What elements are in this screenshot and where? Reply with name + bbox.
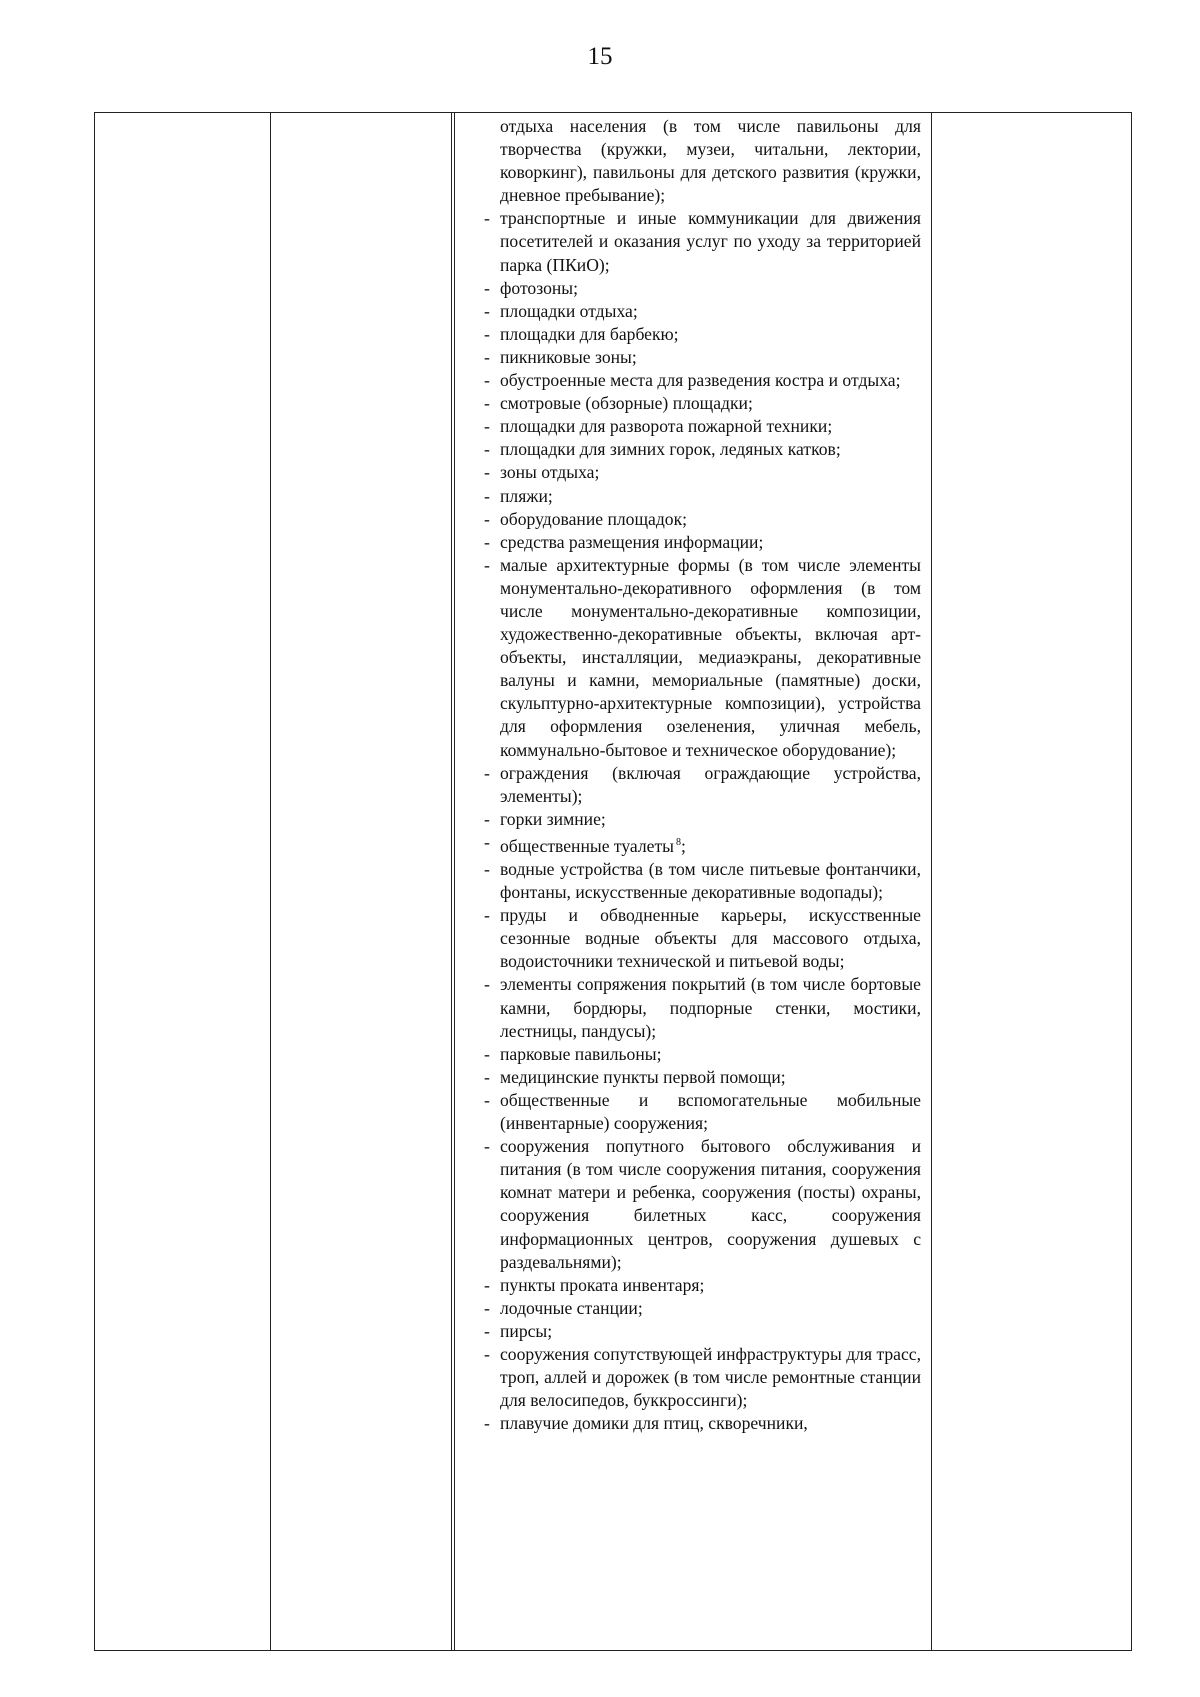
list-item: - зоны отдыха; (484, 461, 921, 484)
list-item: - площадки для зимних горок, ледяных катков; (484, 438, 921, 461)
page-number: 15 (587, 43, 613, 70)
list-item: - малые архитектурные формы (в том числе элементы монументально-декоративного оформления (в том числе монументально-декоративные композиции, художественно-декоративные объекты, включая арт-объекты, инсталляции, медиаэкраны, декоративные валуны и камни, мемориальные (памятные) доски, скульптурно-архитектурные композиции), устройства для оформления озеленения, уличная мебель, коммунально-бытовое и техническое оборудование); (484, 554, 921, 762)
list-item: - пикниковые зоны; (484, 346, 921, 369)
column-divider (931, 113, 932, 1650)
list-item: - общественные и вспомогательные мобильные (инвентарные) сооружения; (484, 1089, 921, 1135)
list-item-continuation: отдыха населения (в том числе павильоны для творчества (кружки, музеи, читальни, лектории, коворкинг), павильоны для детского развития (кружки, дневное пребывание); (500, 116, 921, 206)
list-item: - элементы сопряжения покрытий (в том числе бортовые камни, бордюры, подпорные стенки, мостики, лестницы, пандусы); (484, 973, 921, 1042)
list-item: - пруды и обводненные карьеры, искусственные сезонные водные объекты для массового отдыха, водоисточники технической и питьевой воды; (484, 904, 921, 973)
list-item-toilets (484, 831, 921, 858)
list-item: - средства размещения информации; (484, 531, 921, 554)
list-item: - площадки для барбекю; (484, 323, 921, 346)
list-item: - транспортные и иные коммуникации для движения посетителей и оказания услуг по уходу за территорией парка (ПКиО); (484, 207, 921, 276)
column-divider (270, 113, 271, 1650)
list-item: - парковые павильоны; (484, 1043, 921, 1066)
list-item: - площадки для разворота пожарной техники; (484, 415, 921, 438)
toilets-suffix: ; (681, 835, 686, 856)
footnote-marker: 8 (676, 836, 681, 848)
list-item: - обустроенные места для разведения костра и отдыха; (484, 369, 921, 392)
list-item: - пирсы; (484, 1320, 921, 1343)
list-item: - пункты проката инвентаря; (484, 1274, 921, 1297)
list-item: - смотровые (обзорные) площадки; (484, 392, 921, 415)
list-item: - оборудование площадок; (484, 508, 921, 531)
toilets-text: общественные туалеты (500, 835, 674, 856)
table (94, 112, 1132, 1651)
list-item: - пляжи; (484, 485, 921, 508)
facility-list (484, 115, 921, 1435)
list-item: - лодочные станции; (484, 1297, 921, 1320)
list-item: - площадки отдыха; (484, 300, 921, 323)
list-item: - сооружения сопутствующей инфраструктуры для трасс, троп, аллей и дорожек (в том числе ремонтные станции для велосипедов, буккроссинги); (484, 1343, 921, 1412)
column-divider (451, 113, 452, 1650)
list-item: - плавучие домики для птиц, скворечники, (484, 1412, 921, 1435)
list-item: - ограждения (включая ограждающие устройства, элементы); (484, 762, 921, 808)
list-item: - водные устройства (в том числе питьевые фонтанчики, фонтаны, искусственные декоративные водопады); (484, 858, 921, 904)
list-item: - фотозоны; (484, 277, 921, 300)
list-item: - медицинские пункты первой помощи; (484, 1066, 921, 1089)
list-item: - горки зимние; (484, 808, 921, 831)
list-item: - сооружения попутного бытового обслуживания и питания (в том числе сооружения питания, сооружения комнат матери и ребенка, сооружения (посты) охраны, сооружения билетных касс, сооружения информационных центров, сооружения душевых с раздевальнями); (484, 1135, 921, 1274)
column-divider (454, 113, 455, 1650)
